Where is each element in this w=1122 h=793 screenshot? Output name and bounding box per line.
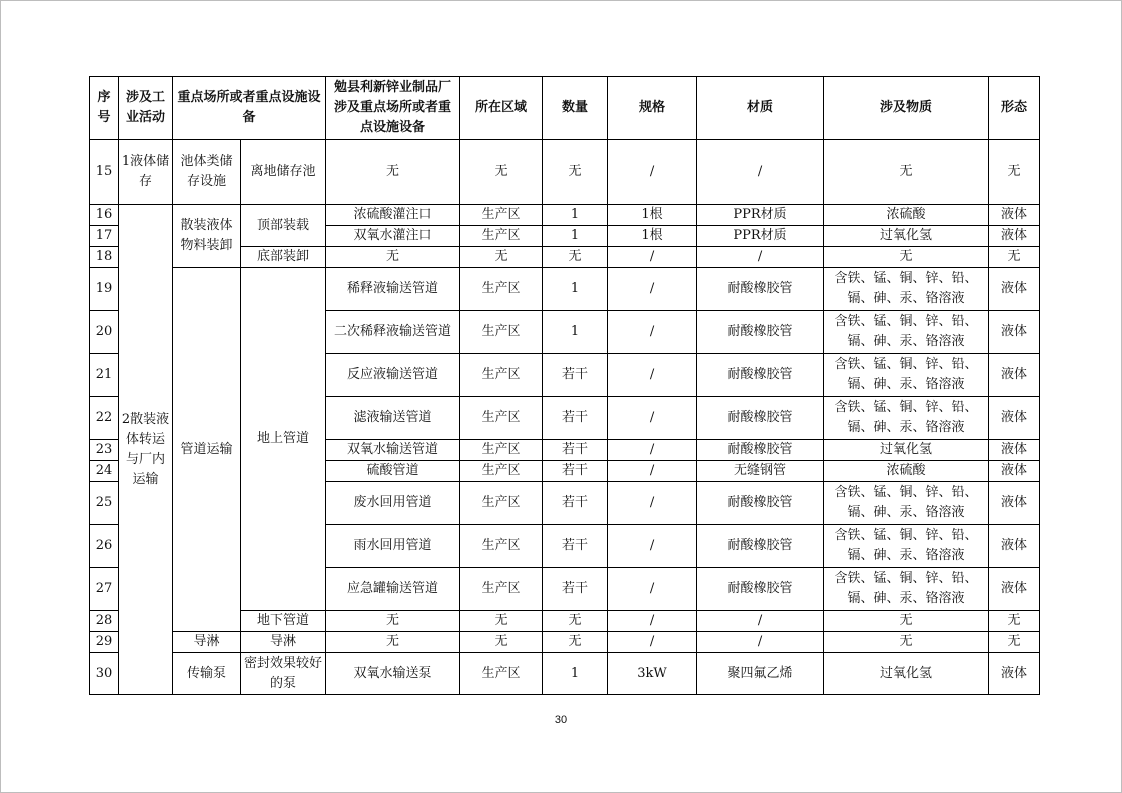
cell-spec: 1根 — [608, 205, 697, 226]
page-number: 30 — [554, 714, 568, 726]
row-number: 19 — [90, 268, 119, 311]
cell-qty: 若干 — [543, 354, 608, 397]
cell-qty: 无 — [543, 611, 608, 632]
cell-qty: 若干 — [543, 482, 608, 525]
cell-area: 无 — [460, 632, 543, 653]
activity-bulk-liquid-transfer: 2散装液体转运与厂内运输 — [119, 205, 173, 695]
facility-pool-type: 池体类储存设施 — [173, 140, 241, 205]
cell-material: PPR材质 — [697, 226, 824, 247]
header-quantity: 数量 — [543, 77, 608, 140]
cell-area: 生产区 — [460, 268, 543, 311]
cell-qty: 无 — [543, 247, 608, 268]
cell-substance: 过氧化氢 — [824, 226, 989, 247]
cell-substance: 含铁、锰、铜、锌、铅、镉、砷、汞、铬溶液 — [824, 354, 989, 397]
row-number: 24 — [90, 461, 119, 482]
cell-facility: 双氧水输送管道 — [326, 440, 460, 461]
cell-form: 液体 — [989, 205, 1040, 226]
facility-above-ground-pipe: 地上管道 — [241, 268, 326, 611]
cell-material: 无缝钢管 — [697, 461, 824, 482]
cell-form: 液体 — [989, 268, 1040, 311]
cell-spec: / — [608, 354, 697, 397]
cell-facility: 应急罐输送管道 — [326, 568, 460, 611]
cell-substance: 含铁、锰、铜、锌、铅、镉、砷、汞、铬溶液 — [824, 482, 989, 525]
cell-facility: 废水回用管道 — [326, 482, 460, 525]
cell-facility: 二次稀释液输送管道 — [326, 311, 460, 354]
cell-material: 耐酸橡胶管 — [697, 525, 824, 568]
cell-spec: / — [608, 525, 697, 568]
row-number: 30 — [90, 653, 119, 695]
cell-form: 无 — [989, 632, 1040, 653]
row-number: 20 — [90, 311, 119, 354]
row-number: 21 — [90, 354, 119, 397]
header-form: 形态 — [989, 77, 1040, 140]
cell-qty: 若干 — [543, 440, 608, 461]
cell-area: 生产区 — [460, 568, 543, 611]
facility-bulk-loading: 散装液体物料装卸 — [173, 205, 241, 268]
header-spec: 规格 — [608, 77, 697, 140]
cell-facility: 无 — [326, 611, 460, 632]
cell-area: 生产区 — [460, 482, 543, 525]
facility-pump: 传输泵 — [173, 653, 241, 695]
cell-facility: 双氧水灌注口 — [326, 226, 460, 247]
facility-underground-pipe: 地下管道 — [241, 611, 326, 632]
cell-area: 生产区 — [460, 397, 543, 440]
cell-material: 耐酸橡胶管 — [697, 268, 824, 311]
row-number: 18 — [90, 247, 119, 268]
cell-qty: 1 — [543, 226, 608, 247]
cell-qty: 1 — [543, 311, 608, 354]
cell-form: 无 — [989, 611, 1040, 632]
header-company-facility: 勉县利新锌业制品厂涉及重点场所或者重点设施设备 — [326, 77, 460, 140]
cell-spec: / — [608, 568, 697, 611]
cell-substance: 无 — [824, 140, 989, 205]
cell-material: 耐酸橡胶管 — [697, 311, 824, 354]
cell-area: 生产区 — [460, 653, 543, 695]
cell-facility: 无 — [326, 140, 460, 205]
header-facility: 重点场所或者重点设施设备 — [173, 77, 326, 140]
cell-material: 耐酸橡胶管 — [697, 482, 824, 525]
cell-material: 聚四氟乙烯 — [697, 653, 824, 695]
cell-material: PPR材质 — [697, 205, 824, 226]
row-number: 25 — [90, 482, 119, 525]
cell-form: 液体 — [989, 354, 1040, 397]
cell-substance: 含铁、锰、铜、锌、铅、镉、砷、汞、铬溶液 — [824, 311, 989, 354]
cell-spec: / — [608, 482, 697, 525]
table-row — [90, 632, 1040, 653]
cell-spec: / — [608, 311, 697, 354]
cell-facility: 反应液输送管道 — [326, 354, 460, 397]
cell-spec: / — [608, 247, 697, 268]
row-number: 17 — [90, 226, 119, 247]
cell-material: 耐酸橡胶管 — [697, 354, 824, 397]
row-number: 16 — [90, 205, 119, 226]
cell-form: 液体 — [989, 653, 1040, 695]
cell-spec: / — [608, 140, 697, 205]
cell-facility: 浓硫酸灌注口 — [326, 205, 460, 226]
row-number: 15 — [90, 140, 119, 205]
cell-form: 液体 — [989, 482, 1040, 525]
cell-substance: 无 — [824, 247, 989, 268]
cell-qty: 1 — [543, 268, 608, 311]
cell-material: / — [697, 140, 824, 205]
cell-form: 液体 — [989, 311, 1040, 354]
cell-spec: 1根 — [608, 226, 697, 247]
cell-qty: 若干 — [543, 525, 608, 568]
cell-substance: 含铁、锰、铜、锌、铅、镉、砷、汞、铬溶液 — [824, 268, 989, 311]
activity-liquid-storage: 1液体储存 — [119, 140, 173, 205]
facility-table — [89, 76, 1040, 695]
cell-spec: / — [608, 461, 697, 482]
cell-form: 液体 — [989, 226, 1040, 247]
cell-area: 生产区 — [460, 226, 543, 247]
cell-substance: 浓硫酸 — [824, 205, 989, 226]
cell-qty: 1 — [543, 653, 608, 695]
cell-area: 生产区 — [460, 311, 543, 354]
cell-spec: / — [608, 440, 697, 461]
cell-qty: 若干 — [543, 568, 608, 611]
cell-substance: 含铁、锰、铜、锌、铅、镉、砷、汞、铬溶液 — [824, 525, 989, 568]
table-row — [90, 140, 1040, 205]
cell-substance: 无 — [824, 611, 989, 632]
cell-facility: 稀释液输送管道 — [326, 268, 460, 311]
facility-guide: 导淋 — [173, 632, 241, 653]
cell-material: 耐酸橡胶管 — [697, 440, 824, 461]
cell-form: 无 — [989, 140, 1040, 205]
cell-spec: / — [608, 397, 697, 440]
row-number: 26 — [90, 525, 119, 568]
table-row — [90, 205, 1040, 226]
cell-material: / — [697, 611, 824, 632]
cell-form: 液体 — [989, 397, 1040, 440]
cell-facility: 雨水回用管道 — [326, 525, 460, 568]
header-activity: 涉及工业活动 — [119, 77, 173, 140]
cell-area: 生产区 — [460, 205, 543, 226]
cell-qty: 若干 — [543, 461, 608, 482]
cell-substance: 含铁、锰、铜、锌、铅、镉、砷、汞、铬溶液 — [824, 568, 989, 611]
cell-facility: 滤液输送管道 — [326, 397, 460, 440]
cell-area: 无 — [460, 247, 543, 268]
facility-guide-sub: 导淋 — [241, 632, 326, 653]
cell-material: 耐酸橡胶管 — [697, 568, 824, 611]
header-substance: 涉及物质 — [824, 77, 989, 140]
cell-facility: 无 — [326, 632, 460, 653]
cell-material: / — [697, 632, 824, 653]
cell-area: 生产区 — [460, 461, 543, 482]
cell-qty: 若干 — [543, 397, 608, 440]
cell-substance: 浓硫酸 — [824, 461, 989, 482]
cell-qty: 无 — [543, 140, 608, 205]
cell-spec: / — [608, 611, 697, 632]
cell-substance: 过氧化氢 — [824, 653, 989, 695]
table-row — [90, 653, 1040, 695]
cell-material: 耐酸橡胶管 — [697, 397, 824, 440]
cell-area: 生产区 — [460, 440, 543, 461]
cell-spec: / — [608, 268, 697, 311]
header-material: 材质 — [697, 77, 824, 140]
row-number: 28 — [90, 611, 119, 632]
row-number: 27 — [90, 568, 119, 611]
cell-form: 液体 — [989, 525, 1040, 568]
facility-bottom-loading: 底部装卸 — [241, 247, 326, 268]
cell-form: 液体 — [989, 440, 1040, 461]
cell-form: 液体 — [989, 461, 1040, 482]
header-row — [90, 77, 1040, 140]
row-number: 29 — [90, 632, 119, 653]
cell-area: 无 — [460, 611, 543, 632]
cell-area: 生产区 — [460, 525, 543, 568]
facility-offground-pool: 离地储存池 — [241, 140, 326, 205]
header-area: 所在区域 — [460, 77, 543, 140]
cell-spec: / — [608, 632, 697, 653]
facility-pipe-transport: 管道运输 — [173, 268, 241, 632]
cell-form: 无 — [989, 247, 1040, 268]
cell-area: 生产区 — [460, 354, 543, 397]
cell-form: 液体 — [989, 568, 1040, 611]
row-number: 23 — [90, 440, 119, 461]
facility-top-loading: 顶部装载 — [241, 205, 326, 247]
cell-substance: 含铁、锰、铜、锌、铅、镉、砷、汞、铬溶液 — [824, 397, 989, 440]
cell-area: 无 — [460, 140, 543, 205]
cell-material: / — [697, 247, 824, 268]
cell-facility: 双氧水输送泵 — [326, 653, 460, 695]
cell-qty: 无 — [543, 632, 608, 653]
row-number: 22 — [90, 397, 119, 440]
cell-substance: 过氧化氢 — [824, 440, 989, 461]
cell-spec: 3kW — [608, 653, 697, 695]
cell-facility: 硫酸管道 — [326, 461, 460, 482]
cell-facility: 无 — [326, 247, 460, 268]
cell-qty: 1 — [543, 205, 608, 226]
header-seq: 序号 — [90, 77, 119, 140]
cell-substance: 无 — [824, 632, 989, 653]
table-row — [90, 268, 1040, 311]
facility-pump-sub: 密封效果较好的泵 — [241, 653, 326, 695]
